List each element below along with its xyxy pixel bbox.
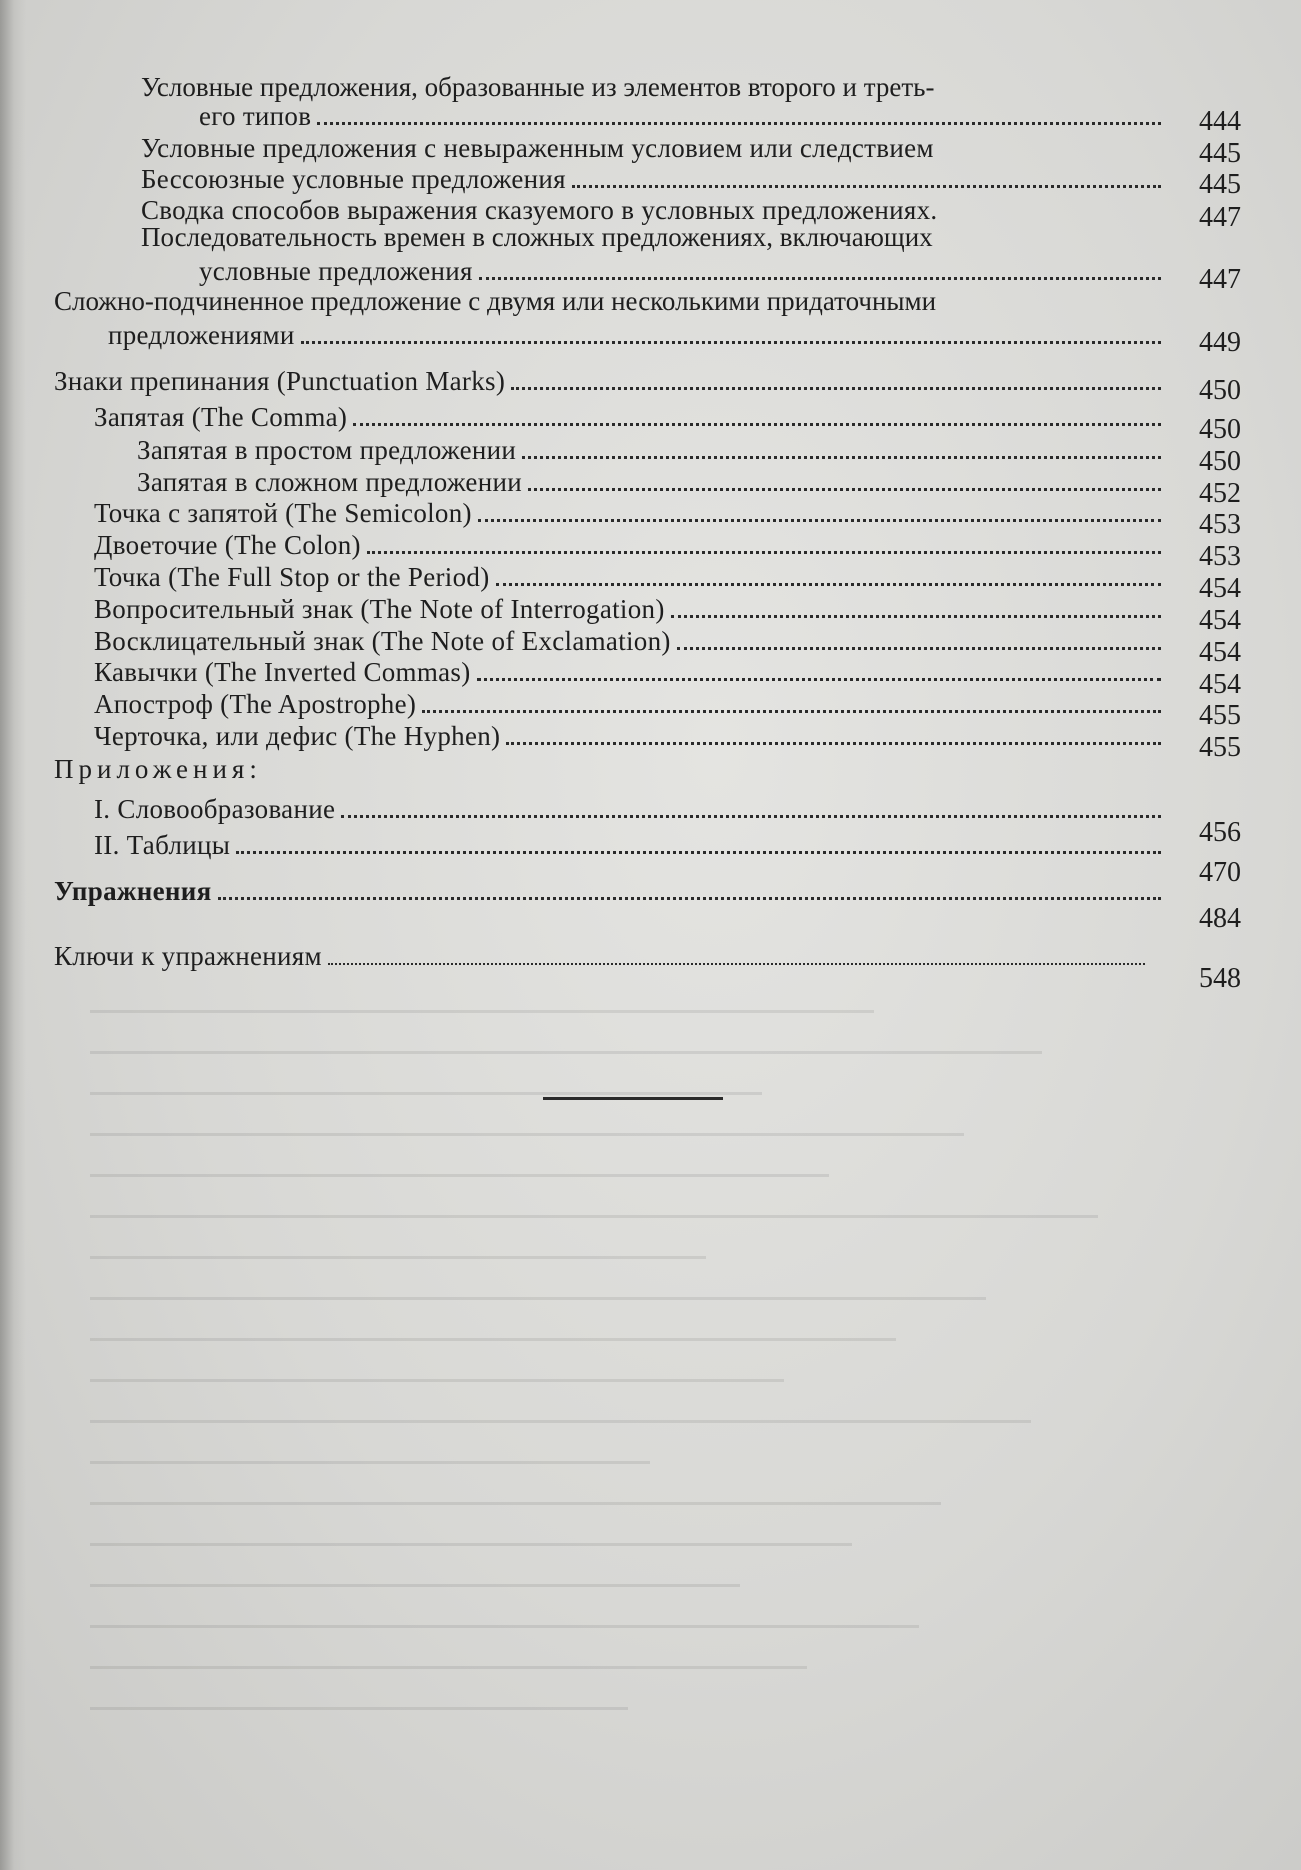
toc-entry[interactable]	[94, 399, 1161, 433]
bleed-through-text	[90, 1010, 1210, 1830]
section-heading: Приложения:	[54, 754, 262, 784]
toc-entry[interactable]	[108, 317, 1161, 351]
dot-leader	[477, 678, 1161, 681]
toc-entry[interactable]	[141, 161, 1161, 195]
dot-leader	[522, 456, 1161, 459]
toc-entry[interactable]	[141, 130, 1161, 164]
toc-entry[interactable]	[199, 253, 1161, 287]
dot-leader	[367, 551, 1161, 554]
page-number: 453	[1199, 509, 1241, 540]
toc-entry[interactable]	[54, 363, 1161, 397]
toc-entry-text: Двоеточие (The Colon)	[94, 530, 361, 560]
toc-entry[interactable]	[54, 938, 1145, 972]
toc-entry-text: Сводка способов выражения сказуемого в условных предложениях.	[141, 195, 938, 225]
toc-entry-text: Бессоюзные условные предложения	[141, 164, 566, 194]
page-number: 447	[1199, 202, 1241, 233]
toc-entry[interactable]	[94, 827, 1161, 861]
page-number: 444	[1199, 106, 1241, 137]
toc-entry-text: Точка (The Full Stop or the Period)	[94, 562, 490, 592]
toc-entry[interactable]	[94, 654, 1161, 688]
page-edge-shadow	[0, 0, 26, 1870]
toc-entry-text: Апостроф (The Apostrophe)	[94, 689, 417, 719]
page-number: 454	[1199, 605, 1241, 636]
dot-leader	[317, 122, 1161, 125]
page-number: 484	[1199, 903, 1241, 934]
dot-leader	[218, 897, 1161, 900]
toc-entry-text: Вопросительный знак (The Note of Interrogation)	[94, 594, 665, 624]
page-number: 455	[1199, 732, 1241, 763]
page-number: 450	[1199, 414, 1241, 445]
page-number: 454	[1199, 637, 1241, 668]
toc-entry-text: Условные предложения с невыраженным условием или следствием	[141, 133, 934, 163]
dot-leader	[671, 615, 1161, 618]
dot-leader	[422, 710, 1161, 713]
toc-entry-text: Сложно-подчиненное предложение с двумя или несколькими придаточными	[54, 286, 937, 316]
toc-entry-text: его типов	[199, 101, 312, 131]
toc-entry[interactable]	[199, 98, 1161, 132]
toc-entry[interactable]	[94, 686, 1161, 720]
page-number: 445	[1199, 138, 1241, 169]
toc-entry-text: I. Словообразование	[94, 794, 336, 824]
toc-entry-text: Условные предложения, образованные из элементов второго и треть-	[141, 72, 935, 102]
page-number: 455	[1199, 700, 1241, 731]
dot-leader	[353, 423, 1161, 426]
dot-leader	[511, 387, 1161, 390]
dot-leader	[479, 277, 1161, 280]
page-number: 450	[1199, 446, 1241, 477]
toc-entry[interactable]	[94, 495, 1161, 529]
toc-entry[interactable]	[94, 527, 1161, 561]
toc-entry[interactable]	[137, 464, 1161, 498]
dot-leader	[301, 341, 1161, 344]
section-heading: Знаки препинания (Punctuation Marks)	[54, 366, 506, 396]
dot-leader	[677, 647, 1161, 650]
dot-leader	[528, 488, 1161, 491]
page-number: 548	[1199, 963, 1241, 994]
toc-entry[interactable]	[94, 623, 1161, 657]
toc-entry-text: Запятая в простом предложении	[137, 435, 517, 465]
toc-entry-text: условные предложения	[199, 256, 473, 286]
toc-entry[interactable]	[94, 559, 1161, 593]
dot-leader	[341, 815, 1161, 818]
page-number: 445	[1199, 169, 1241, 200]
toc-entry-text: Запятая (The Comma)	[94, 402, 348, 432]
toc-entry-text: Кавычки (The Inverted Commas)	[94, 657, 471, 687]
toc-entry-text: Восклицательный знак (The Note of Exclamation)	[94, 626, 671, 656]
toc-entry[interactable]	[94, 718, 1161, 752]
toc-entry[interactable]	[94, 791, 1161, 825]
page-number: 456	[1199, 817, 1241, 848]
toc-entry[interactable]	[141, 192, 1161, 226]
toc-entry[interactable]	[94, 591, 1161, 625]
toc-entry-text: Запятая в сложном предложении	[137, 467, 522, 497]
toc-entry-text: Черточка, или дефис (The Hyphen)	[94, 721, 501, 751]
page-number: 452	[1199, 478, 1241, 509]
dot-leader	[506, 742, 1161, 745]
toc-entry[interactable]	[137, 432, 1161, 466]
dot-leader	[496, 583, 1161, 586]
toc-entry-text: Ключи к упражнениям	[54, 941, 322, 971]
dot-leader	[572, 185, 1161, 188]
page-number: 450	[1199, 375, 1241, 406]
page-number: 454	[1199, 573, 1241, 604]
dot-leader	[236, 851, 1161, 854]
toc-entry-text: Точка с запятой (The Semicolon)	[94, 498, 472, 528]
page-number: 447	[1199, 264, 1241, 295]
toc-entry-text: предложениями	[108, 320, 295, 350]
page-number: 454	[1199, 669, 1241, 700]
toc-entry[interactable]	[54, 873, 1161, 907]
dot-leader	[478, 519, 1161, 522]
toc-entry-text: II. Таблицы	[94, 830, 231, 860]
page-number: 453	[1199, 541, 1241, 572]
toc-entry-text: Упражнения	[54, 876, 212, 906]
dot-leader	[328, 963, 1145, 965]
page-number: 449	[1199, 327, 1241, 358]
toc-entry-text: Последовательность времен в сложных предложениях, включающих	[141, 222, 933, 252]
page-number: 470	[1199, 857, 1241, 888]
end-rule	[543, 1097, 723, 1100]
